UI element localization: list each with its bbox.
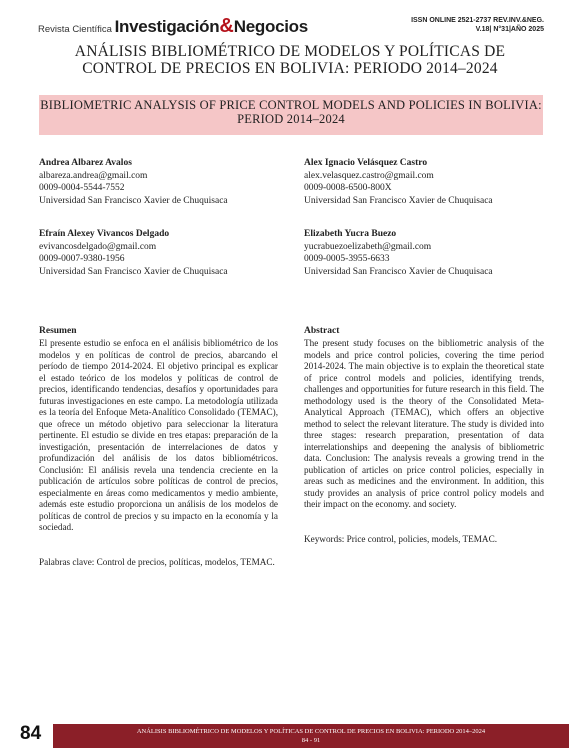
abstract-keywords: Keywords: Price control, policies, models, TEMAC. (304, 534, 497, 544)
author-orcid: 0009-0008-6500-800X (304, 183, 392, 193)
issn-line-2: V.18| N°31|AÑO 2025 (475, 26, 544, 33)
author-orcid: 0009-0004-5544-7552 (39, 183, 125, 193)
footer-title: ANÁLISIS BIBLIOMÉTRICO DE MODELOS Y POLÍTICAS DE CONTROL DE PRECIOS EN BOLIVIA: PERIODO 2014–2024 (136, 728, 486, 735)
journal-prefix: Revista Científica (38, 24, 112, 35)
journal-word-negocios: Negocios (233, 17, 308, 36)
title-english: BIBLIOMETRIC ANALYSIS OF PRICE CONTROL MODELS AND POLICIES IN BOLIVIA: PERIOD 2014–2024 (40, 98, 542, 126)
page-number: 84 (20, 723, 42, 744)
author-block (39, 228, 228, 278)
author-affiliation: Universidad San Francisco Xavier de Chuquisaca (39, 195, 228, 206)
author-name: Elizabeth Yucra Buezo (304, 229, 397, 239)
author-email[interactable]: albareza.andrea@gmail.com (39, 170, 148, 181)
issn-info (411, 16, 544, 34)
abstract-heading: Abstract (304, 326, 340, 336)
resumen-keywords: Palabras clave: Control de precios, políticas, modelos, TEMAC. (39, 557, 275, 567)
author-email[interactable]: evivancosdelgado@gmail.com (39, 241, 157, 252)
resumen-text: El presente estudio se enfoca en el análisis bibliométrico de los modelos y en políticas de control de precios, abarcando el período de tiempo 2014-2024. El objetivo principal es explicar el estado teórico de los modelos y políticas de control de precios, identificando tendencias, desafíos y oportunidades para futuras investigaciones en este campo. La metodología utilizada es la teoría del Enfoque Meta-Analítico Consolidado (TEMAC), que ofrece un método objetivo para seleccionar la literatura pertinente. El estudio se divide en tres etapas: preparación de la investigación, presentación de interrelaciones de datos y profundización del análisis de los datos bibliométricos. Conclusión: El análisis revela una tendencia creciente en la publicación de artículos sobre políticas de control de precios, especialmente en áreas como medicamentos y medio ambiente, además este estudio proporciona un análisis de los modelos de políticas de control de precios y su impacto en la economía y la sociedad. (39, 338, 278, 532)
journal-ampersand: & (219, 15, 234, 37)
author-affiliation: Universidad San Francisco Xavier de Chuquisaca (304, 266, 493, 277)
journal-word-investigacion: Investigación (114, 17, 220, 36)
journal-header (38, 10, 544, 38)
author-orcid: 0009-0005-3955-6633 (304, 254, 390, 264)
author-block (39, 157, 228, 207)
journal-logo (38, 15, 308, 38)
author-orcid: 0009-0007-9380-1956 (39, 254, 125, 264)
abstract-text: The present study focuses on the bibliometric analysis of the models and price control policies, covering the time period 2014-2024. The main objective is to explain the theoretical state of price control models and policies, identifying trends, challenges and opportunities for future research in this field. The methodology used is the theory of the Consolidated Meta-Analytical Approach (TEMAC), which offers an objective method to select the relevant literature. The study is divided into three stages: research preparation, presentation of data interrelationships and deepening the analysis of bibliometric data. Conclusion: The analysis reveals a growing trend in the publication of articles on price control policies, especially in areas such as medicines and the environment. In addition, this study provides an analysis of price control policy models and their impact on the economy. and society. (304, 338, 544, 509)
resumen-heading: Resumen (39, 326, 77, 336)
title-spanish: ANÁLISIS BIBLIOMÉTRICO DE MODELOS Y POLÍTICAS DE CONTROL DE PRECIOS EN BOLIVIA: PERIODO 2014–2024 (74, 43, 506, 77)
author-name: Alex Ignacio Velásquez Castro (304, 158, 428, 168)
footer-bar (53, 724, 569, 748)
author-block (304, 157, 493, 207)
footer-pages: 84 - 91 (301, 736, 321, 744)
author-affiliation: Universidad San Francisco Xavier de Chuquisaca (304, 195, 493, 206)
author-block (304, 228, 493, 278)
author-name: Andrea Albarez Avalos (39, 158, 132, 168)
title-english-box (39, 95, 543, 135)
author-name: Efraín Alexey Vivancos Delgado (39, 229, 170, 239)
author-email[interactable]: alex.velasquez.castro@gmail.com (304, 170, 434, 181)
author-affiliation: Universidad San Francisco Xavier de Chuquisaca (39, 266, 228, 277)
author-email[interactable]: yucrabuezoelizabeth@gmail.com (304, 241, 432, 252)
issn-line-1: ISSN ONLINE 2521-2737 REV.INV.&NEG. (411, 17, 544, 24)
